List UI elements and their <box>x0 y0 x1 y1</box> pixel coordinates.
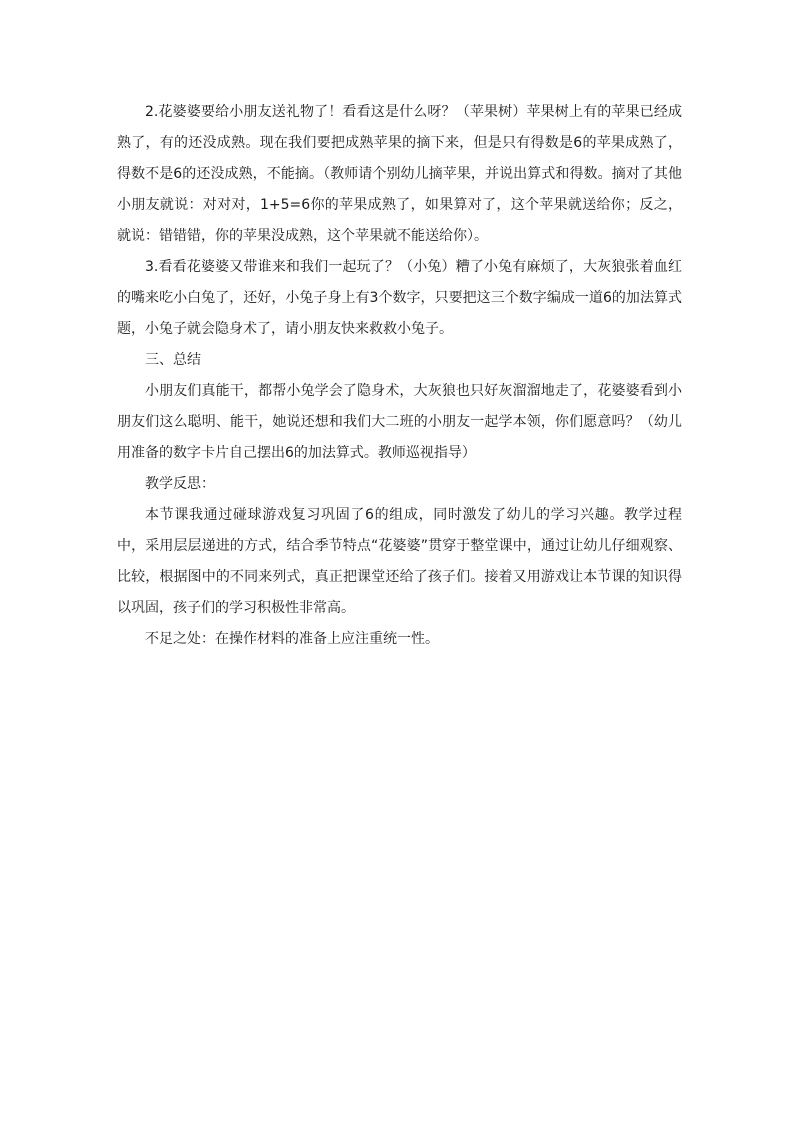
section-heading-summary: 三、总结 <box>145 352 201 368</box>
section-heading-reflection: 教学反思： <box>145 476 215 492</box>
document-page <box>117 97 682 655</box>
paragraph-reflection: 本节课我通过碰球游戏复习巩固了6的组成，同时激发了幼儿的学习兴趣。教学过程中，采用层层递进的方式，结合季节特点“花婆婆”贯穿于整堂课中，通过让幼儿仔细观察、比较，根据图中的不同来列式，真正把课堂还给了孩子们。接着又用游戏让本节课的知识得以巩固，孩子们的学习积极性非常高。 <box>117 507 682 616</box>
paragraph-summary: 小朋友们真能干，都帮小兔学会了隐身术，大灰狼也只好灰溜溜地走了，花婆婆看到小朋友们这么聪明、能干，她说还想和我们大二班的小朋友一起学本领，你们愿意吗？（幼儿用准备的数字卡片自己摆出6的加法算式。教师巡视指导） <box>117 383 682 461</box>
paragraph-shortcomings: 不足之处：在操作材料的准备上应注重统一性。 <box>145 631 439 647</box>
paragraph-apple-tree: 2.花婆婆要给小朋友送礼物了！看看这是什么呀？（苹果树）苹果树上有的苹果已经成熟了，有的还没成熟。现在我们要把成熟苹果的摘下来，但是只有得数是6的苹果成熟了，得数不是6的还没成熟，不能摘。（教师请个别幼儿摘苹果，并说出算式和得数。摘对了其他小朋友就说：对对对，1+5=6你的苹果成熟了，如果算对了，这个苹果就送给你；反之，就说：错错错，你的苹果没成熟，这个苹果就不能送给你）。 <box>117 104 682 244</box>
paragraph-rabbit: 3.看看花婆婆又带谁来和我们一起玩了？（小兔）糟了小兔有麻烦了，大灰狼张着血红的嘴来吃小白兔了，还好，小兔子身上有3个数字，只要把这三个数字编成一道6的加法算式题，小兔子就会隐身术了，请小朋友快来救救小兔子。 <box>117 259 682 337</box>
